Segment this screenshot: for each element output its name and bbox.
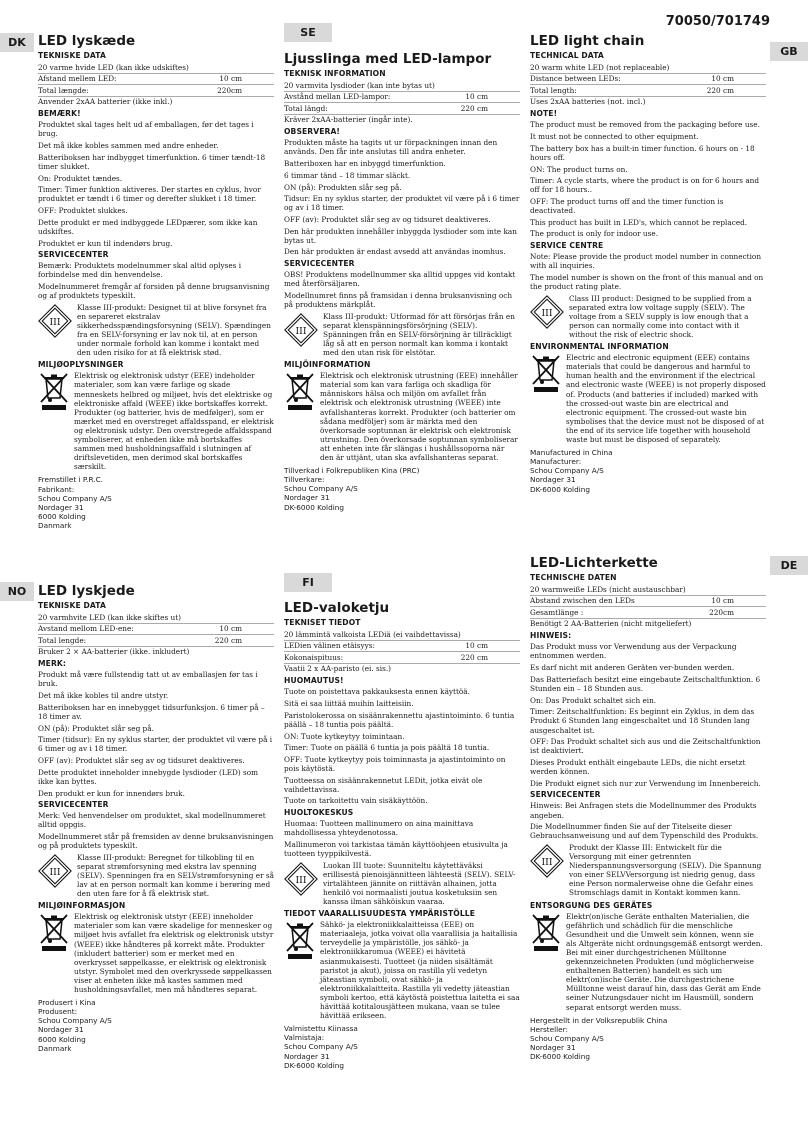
note-text: Batteriboxen har en inbyggd timerfunktion. — [284, 159, 446, 169]
note-text: On: Produktet tændes. — [38, 173, 123, 183]
note-text: The battery box has a built-in timer function. 6 hours on - 18 hours off. — [530, 143, 755, 162]
note-text: ON: Tuote kytkeytyy toimintaan. — [284, 731, 405, 741]
spec-row: Afstand mellem LED: 10 cm — [38, 74, 274, 86]
class-iii-icon — [530, 295, 564, 329]
note-text: Paristolokerossa on sisäänrakennettu ajastintoiminto. 6 tuntia päällä – 18 tuntia pois päältä. — [284, 710, 515, 729]
address: Manufactured in China Manufacturer: Schou Company A/S Nordager 31 DK-6000 Kolding — [530, 448, 613, 494]
spec-row: Vaatii 2 x AA-paristo (ei. sis.) — [284, 664, 391, 674]
class-iii-block — [530, 843, 766, 898]
note-text: ON (på): Produkten slår seg på. — [284, 182, 402, 192]
tech-heading: TECHNISCHE DATEN — [530, 573, 617, 582]
env-heading: ENVIRONMENTAL INFORMATION — [530, 342, 669, 352]
note-text: Timer: Zeitschaltfunktion: Es beginnt ein Zyklus, in dem das Produkt 6 Stunden lang eingeschaltet und 18 Stunden lang ausgeschaltet ist. — [530, 707, 755, 735]
note-text: Tuote on tarkoitettu vain sisäkäyttöön. — [284, 796, 428, 806]
class-iii-text: Klass III-produkt: Utformad för att försörjas från en separat klenspänningsförsörjning (SELV). Spänningen från en SELV-försörjning är tillräckligt låg så att en person normalt kan komma i kontakt med den utan risk för elstötar. — [323, 311, 515, 358]
note-text: Batteriboksen har en innebygget tidsurfunksjon. 6 timer på – 18 timer av. — [38, 702, 265, 721]
note-heading: BEMÆRK! — [38, 109, 81, 119]
lang-tag-de: DE — [770, 556, 808, 575]
class-iii-text: Klasse III-produkt: Designet til at blive forsynet fra en separeret ekstralav sikkerhedsspændingsforsyning (SELV). Spændingen fra en SELV-forsyning er lav nok til, at en person under normale forhold kan komme i kontakt med den uden risiko for at få elektrisk stød. — [77, 302, 271, 358]
lang-tag-gb: GB — [770, 42, 808, 61]
note-text: Timer (tidsur): En ny syklus starter, der produktet vil være på i 6 timer og av i 18 timer. — [38, 735, 273, 754]
spec-row: Kräver 2xAA-batterier (ingår inte). — [284, 115, 413, 125]
class-iii-block — [284, 312, 520, 357]
note-text: ON: The product turns on. — [530, 164, 628, 174]
tech-heading: TEKNISET TIEDOT — [284, 618, 361, 627]
tech-heading: TEKNISKE DATA — [38, 601, 106, 610]
weee-bin-icon — [530, 353, 562, 393]
service-text: OBS! Produktens modellnummer ska alltid uppges vid kontakt med återförsäljaren. — [284, 270, 516, 289]
spec-row: 20 varmhvite LED (kan ikke skiftes ut) — [38, 612, 274, 624]
note-text: OFF (av): Produktet slår seg av og tidsuret deaktiveres. — [284, 215, 491, 224]
section-se — [284, 51, 520, 512]
weee-bin-icon — [38, 912, 70, 952]
note-heading: HUOMAUTUS! — [284, 676, 344, 686]
note-text: OFF: Das Produkt schaltet sich aus und die Zeitschaltfunktion ist deaktiviert. — [530, 737, 761, 756]
spec-row: Anvender 2xAA batterier (ikke inkl.) — [38, 97, 173, 107]
service-text: Mallinumeron voi tarkistaa tämän käyttöohjeen etusivulta ja tuotteen tyyppikilvestä. — [284, 839, 508, 859]
note-text: Timer: A cycle starts, where the product is on for 6 hours and off for 18 hours.. — [530, 176, 760, 195]
note-text: Dieses Produkt enthält eingebaute LEDs, die nicht ersetzt werden können. — [530, 757, 746, 777]
note-text: On: Das Produkt schaltet sich ein. — [530, 695, 657, 705]
section-title: Ljusslinga med LED-lampor — [284, 51, 492, 67]
env-text: Elektr(on)ische Geräte enthalten Materialien, die gefährlich und schädlich für die menschliche Gesundheit und die Umwelt sein können, wenn sie als Altgeräte nicht ordnungsgemäß entsorgt werden. Bei mit einer durchgestrichenen Mülltonne gekennzeichneten Produkten (und möglicherweise enthaltenen Batterien) handelt es sich um elektr(on)ische Geräte. Die durchgestrichene Mülltonne weist darauf hin, dass das Gerät am Ende seiner Nutzungsdauer nicht im Hausmüll, sondern separat entsorgt werden muss. — [566, 911, 763, 1012]
note-text: Tuote on poistettava pakkauksesta ennen käyttöä. — [284, 687, 470, 697]
service-text: Huomaa: Tuotteen mallinumero on aina mainittava mahdollisessa yhteydenotossa. — [284, 819, 474, 838]
service-text: Modelnummeret fremgår af forsiden på denne brugsanvisning og af produktets typeskilt. — [38, 282, 270, 301]
spec-row: Avstånd mellan LED-lampor: 10 cm — [284, 92, 520, 104]
class-iii-block — [530, 294, 766, 339]
env-heading: TIEDOT VAARALLISUUDESTA YMPÄRISTÖLLE — [284, 909, 476, 919]
note-text: OFF (av): Produktet slår seg av og tidsuret deaktiveres. — [38, 756, 245, 766]
note-text: This product has built in LED's, which cannot be replaced. — [530, 217, 748, 227]
class-iii-icon — [38, 304, 72, 338]
spec-row: 20 warmweiße LEDs (nicht austauschbar) — [530, 584, 766, 596]
weee-bin-icon — [284, 371, 316, 411]
class-iii-icon — [530, 844, 564, 878]
env-block — [38, 371, 274, 471]
note-text: Es darf nicht mit anderen Geräten ver-bunden werden. — [530, 663, 735, 673]
env-text: Elektrisk og elektronisk udstyr (EEE) indeholder materialer, som kan være farlige og skade menneskets helbred og miljøet, hvis det elektriske og elektroniske affald (WEEE) ikke bortskaffes korrekt. Produkter (og batterier, hvis de medfølger), som er mærket med en overstreget affaldsspand, er elektrisk og elektronisk udstyr. Den overstregede affaldsspand symboliserer, at enheden ikke må bortskaffes sammen med husholdningsaffald i slutningen af driftslevetiden, men derimod skal bortskaffes særskilt. — [74, 371, 274, 472]
section-gb — [530, 33, 766, 494]
note-text: OFF: The product turns off and the timer function is deactivated. — [530, 197, 724, 216]
env-text: Electric and electronic equipment (EEE) contains materials that could be dangerous and harmful to human health and the environment if the electrical and electronic waste (WEEE) is not properly disposed of. Products (and batteries if included) marked with the crossed-out waste bin are electrical and electronic equipment. The crossed-out waste bin symbolises that the device must not be disposed of at the end of its service life together with household waste but must be disposed of separately. — [566, 353, 766, 445]
tech-heading: TECHNICAL DATA — [530, 51, 604, 60]
note-heading: MERK: — [38, 659, 67, 669]
note-text: OFF: Tuote kytkeytyy pois toiminnasta ja ajastintoiminto on pois käytöstä. — [284, 754, 506, 773]
note-text: Dette produkt er med indbyggede LEDpærer, som ikke kan udskiftes. — [38, 217, 258, 236]
section-de — [530, 555, 766, 1061]
env-heading: MILJØOPLYSNINGER — [38, 360, 124, 370]
note-text: OFF: Produktet slukkes. — [38, 206, 128, 216]
note-text: Produktet skal tages helt ud af emballagen, før det tages i brug. — [38, 120, 254, 139]
spec-row: Distance between LEDs: 10 cm — [530, 74, 766, 86]
env-block — [38, 912, 274, 994]
note-text: Dette produktet inneholder innebygde lysdioder (LED) som ikke kan byttes. — [38, 767, 259, 786]
service-text: Hinweis: Bei Anfragen stets die Modellnummer des Produkts angeben. — [530, 801, 757, 820]
section-dk — [38, 33, 274, 530]
note-text: Det må ikke kobles til andre utstyr. — [38, 691, 169, 701]
env-text: Sähkö- ja elektroniikkalaitteissa (EEE) on materiaaleja, jotka voivat olla vaarallisia ja haitallisia terveydelle ja ympäristölle, jos sähkö- ja elektroniikkaromua (WEEE) ei hävitetä asianmukaisesti. Tuotteet (ja niiden sisältämät paristot ja akut), joissa on rastilla yli vedetyn jäteastian symboli, ovat sähkö- ja elektroniikkalaitteita. Rastilla yli vedetty jäteastian symboli kertoo, että käytöstä poistettua laitetta ei saa hävittää kotitalousjätteen mukana, vaan se tulee hävittää erikseen. — [320, 920, 520, 1021]
class-iii-text: Class III product: Designed to be supplied from a separated extra low voltage supply (SELV). The voltage from a SELV supply is low enough that a person can normally come into contact with it without the risk of electric shock. — [569, 293, 752, 340]
weee-bin-icon — [530, 912, 562, 952]
svg-text:III: III — [49, 316, 61, 328]
note-heading: OBSERVERA! — [284, 127, 340, 137]
address: Tillverkad i Folkrepubliken Kina (PRC) Tillverkare: Schou Company A/S Nordager 31 DK-6000 Kolding — [284, 466, 420, 512]
class-iii-text: Produkt der Klasse III: Entwickelt für die Versorgung mit einer getrennten Niederspannungsversorgung (SELV). Die Spannung von einer SELVVersorgung ist niedrig genug, dass eine Person normalerweise ohne die Gefahr eines Stromschlags damit in Kontakt kommen kann. — [569, 843, 762, 898]
env-heading: MILJÖINFORMATION — [284, 360, 371, 370]
class-iii-block — [284, 861, 520, 906]
tech-heading: TEKNISK INFORMATION — [284, 69, 386, 78]
service-text: Modellnumret finns på framsidan i denna bruksanvisning och på produktens märkplåt. — [284, 290, 513, 310]
class-iii-icon — [284, 862, 318, 896]
env-block — [530, 353, 766, 444]
service-heading: HUOLTOKESKUS — [284, 808, 354, 818]
note-text: Produktet er kun til indendørs brug. — [38, 238, 173, 248]
section-fi — [284, 600, 520, 1070]
note-text: It must not be connected to other equipment. — [530, 132, 699, 142]
note-text: Timer: Timer funktion aktiveres. Der startes en cyklus, hvor produktet er tændt i 6 timer og derefter slukket i 18 timer. — [38, 185, 261, 204]
spec-row: Bruker 2 × AA-batterier (ikke. inkludert) — [38, 647, 190, 657]
env-heading: MILJØINFORMASJON — [38, 901, 126, 911]
service-heading: SERVICECENTER — [530, 790, 601, 800]
note-text: Die Produkt eignet sich nur zur Verwendung im Innenbereich. — [530, 778, 761, 788]
env-block — [530, 912, 766, 1012]
note-heading: NOTE! — [530, 109, 558, 119]
address: Fremstillet i P.R.C. Fabrikant: Schou Company A/S Nordager 31 6000 Kolding Danmark — [38, 475, 112, 530]
note-text: 6 timmar tänd – 18 timmar släckt. — [284, 170, 411, 180]
note-text: Batteriboksen har indbygget timerfunktion. 6 timer tændt-18 timer slukket. — [38, 152, 266, 171]
note-text: The product must be removed from the packaging before use. — [530, 120, 760, 130]
lang-tag-dk: DK — [0, 33, 34, 52]
service-heading: SERVICECENTER — [38, 800, 109, 810]
service-text: Die Modellnummer finden Sie auf der Titelseite dieser Gebrauchsanweisung und auf dem Typenschild des Produkts. — [530, 822, 759, 841]
service-heading: SERVICE CENTRE — [530, 241, 604, 251]
weee-bin-icon — [38, 371, 70, 411]
section-no — [38, 583, 274, 1053]
svg-text:III: III — [295, 874, 307, 886]
lang-tag-se: SE — [284, 23, 332, 42]
spec-row: Abstand zwischen den LEDs 10 cm — [530, 596, 766, 608]
note-heading: HINWEIS: — [530, 631, 572, 641]
note-text: Det må ikke kobles sammen med andre enheder. — [38, 141, 219, 151]
tech-heading: TEKNISKE DATA — [38, 51, 106, 60]
address: Hergestellt in der Volksrepublik China Hersteller: Schou Company A/S Nordager 31 DK-6000 Kolding — [530, 1015, 668, 1061]
spec-row: Total længde: 220cm — [38, 85, 274, 97]
spec-row: LEDien välinen etäisyys: 10 cm — [284, 641, 520, 653]
service-heading: SERVICECENTER — [38, 250, 109, 260]
note-text: Sitä ei saa liittää muihin laitteisiin. — [284, 699, 414, 709]
spec-row: Benötigt 2 AA-Batterien (nicht mitgeliefert) — [530, 619, 692, 629]
note-text: Tuotteessa on sisäänrakennetut LEDit, jotka eivät ole vaihdettavissa. — [284, 775, 483, 794]
note-text: Tidsur: En ny syklus starter, der produktet vil være på i 6 timer og av i 18 timer. — [284, 194, 520, 213]
section-title: LED-valoketju — [284, 600, 390, 616]
note-text: Das Batteriefach besitzt eine eingebaute Zeitschaltfunktion. 6 Stunden ein – 18 Stunden aus. — [530, 674, 761, 693]
note-text: Den här produkten innehåller inbyggda lysdioder som inte kan bytas ut. — [284, 226, 517, 245]
section-title: LED light chain — [530, 33, 645, 49]
class-iii-icon — [284, 313, 318, 347]
class-iii-block — [38, 853, 274, 898]
spec-row: 20 warm white LED (not replaceable) — [530, 62, 766, 74]
note-text: Das Produkt muss vor Verwendung aus der Verpackung entnommen werden. — [530, 642, 737, 661]
env-text: Elektrisk och elektronisk utrustning (EEE) innehåller material som kan vara farliga och skadliga för människors hälsa och miljön om avfallet från elektrisk och elektronisk utrustning (WEEE) inte avfallshanteras korrekt. Produkter (och batterier om sådana medföljer) som är märkta med den överkorsade soptunnan är elektrisk och elektronisk utrustning. Den överkorsade soptunnan symboliserar att enheten inte får slängas i hushållssoporna när den är uttjänt, utan ska avfallshanteras separat. — [320, 371, 518, 463]
spec-row: Avstand mellom LED-ene: 10 cm — [38, 624, 274, 636]
spec-row: 20 lämmintä valkoista LEDiä (ei vaihdettavissa) — [284, 629, 520, 641]
class-iii-block — [38, 303, 274, 358]
document-number: 70050/701749 — [665, 14, 770, 29]
spec-row: 20 varme hvide LED (kan ikke udskiftes) — [38, 62, 274, 74]
svg-text:III: III — [541, 856, 553, 868]
lang-tag-fi: FI — [284, 573, 332, 592]
address: Valmistettu Kiinassa Valmistaja: Schou Company A/S Nordager 31 DK-6000 Kolding — [284, 1024, 358, 1070]
spec-row: Gesamtlänge : 220cm — [530, 607, 766, 619]
spec-row: Total lengde: 220 cm — [38, 635, 274, 647]
lang-tag-no: NO — [0, 582, 34, 601]
service-text: Bemærk: Produktets modelnummer skal altid oplyses i forbindelse med din henvendelse. — [38, 261, 242, 280]
spec-row: Uses 2xAA batteries (not. incl.) — [530, 97, 646, 107]
spec-row: 20 varmvita lysdioder (kan inte bytas ut) — [284, 80, 520, 92]
spec-row: Total length: 220 cm — [530, 85, 766, 97]
weee-bin-icon — [284, 920, 316, 960]
note-text: Den här produkten är endast avsedd att användas inomhus. — [284, 247, 506, 257]
spec-row: Kokonaispituus: 220 cm — [284, 652, 520, 664]
note-text: Timer: Tuote on päällä 6 tuntia ja pois päältä 18 tuntia. — [284, 743, 490, 753]
env-heading: ENTSORGUNG DES GERÄTES — [530, 900, 653, 910]
section-title: LED lyskæde — [38, 33, 136, 49]
spec-row: Total längd: 220 cm — [284, 103, 520, 115]
note-text: The product is only for indoor use. — [530, 229, 659, 239]
note-text: Den produkt er kun for innendørs bruk. — [38, 788, 185, 798]
address: Produsert i Kina Produsent: Schou Company A/S Nordager 31 6000 Kolding Danmark — [38, 998, 112, 1053]
svg-text:III: III — [295, 325, 307, 337]
env-block — [284, 371, 520, 462]
service-text: The model number is shown on the front of this manual and on the product rating plate. — [530, 272, 764, 292]
class-iii-text: Luokan III tuote: Suunniteltu käytettäväksi erillisestä pienoisjännitteen lähteestä (SELV). SELV-virtalähteen jännite on riittävän alhainen, jotta henkilö voi normaalisti joutua kosketuksiin sen kanssa ilman sähköiskun vaaraa. — [323, 860, 516, 907]
service-heading: SERVICECENTER — [284, 259, 355, 269]
section-title: LED-Lichterkette — [530, 555, 658, 571]
env-text: Elektrisk og elektronisk utstyr (EEE) inneholder materialer som kan være skadelige for mennesker og miljøet hvis avfallet fra elektrisk og elektronisk utstyr (WEEE) ikke håndteres på korrekt måte. Produkter (inkludert batterier) som er merket med en overkrysset søppelkasse, er elektrisk og elektronisk utstyr. Symbolet med den overkryssede søppelkassen viser at enheten ikke må kastes sammen med husholdningsavfallet, men må håndteres separat. — [74, 912, 274, 995]
service-text: Modellnummeret står på fremsiden av denne bruksanvisningen og på produktets typeskilt. — [38, 832, 274, 851]
section-title: LED lyskjede — [38, 583, 135, 599]
note-text: ON (på): Produktet slår seg på. — [38, 723, 154, 733]
svg-text:III: III — [541, 307, 553, 319]
env-block — [284, 920, 520, 1020]
svg-text:III: III — [49, 866, 61, 878]
class-iii-icon — [38, 854, 72, 888]
service-text: Merk: Ved henvendelser om produktet, skal modellnummeret alltid oppgis. — [38, 811, 266, 830]
class-iii-text: Klasse III-produkt: Beregnet for tilkobling til en separat strømforsyning med ekstra lav spenning (SELV). Spenningen fra en SELVstrømforsyning er så lav at en person normalt kan komme i berøring med den uten fare for å få elektrisk støt. — [77, 852, 274, 899]
note-text: Produkten måste ha tagits ut ur förpackningen innan den används. Den får inte anslutas till andra enheter. — [284, 138, 498, 157]
note-text: Produkt må være fullstendig tatt ut av emballasjen før tas i bruk. — [38, 670, 258, 689]
service-text: Note: Please provide the product model number in connection with all inquiries. — [530, 252, 762, 271]
